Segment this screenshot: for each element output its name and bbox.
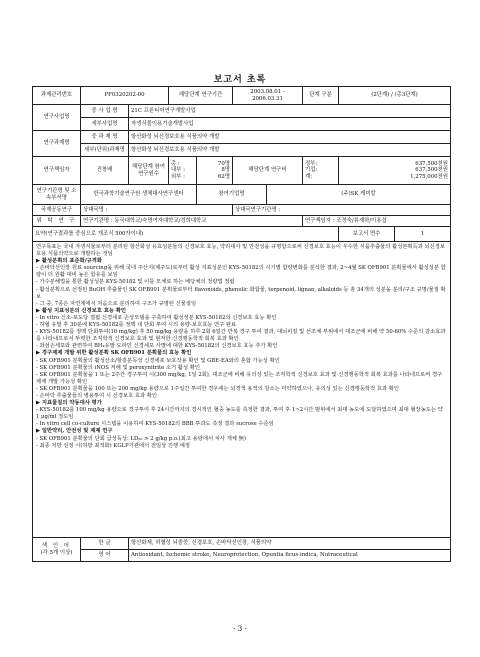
summary-intro: 연구목표는 국내 자생식물로부터 분리된 항산화성 유효성분들의 신경보호 효능, 약리대사 및 안전성을 규명함으로써 신경보호 효능이 우수한 식품추출물의 활성본획득과 뇌신경보호용 식품의약으로 개발하는 것임 xyxy=(36,244,445,258)
sub-project-value: 자생식물이용기술개발사업 xyxy=(129,118,451,131)
keywords-en-label: 영 어 xyxy=(81,550,129,562)
summary-item: - KYS-50182를 정맥 단회투여(10 mg/kg) 후 50 mg/kg 용량을 하루 2회 6일간 반복 경구 투여 결과, 대뇌피질 및 선조체 부위에서 대조군에 비해 약 50-60% 수준의 감소효과를 나타내므로서 뚜렷한 조직학적 신경보호 효과 및 현저한 신경행동학적 회복 효과 확인 xyxy=(36,329,446,343)
intl-institution: 상대국연구기관명 : xyxy=(233,205,451,216)
section-heading: ▶ 지표물질의 약동대사 평가 xyxy=(36,400,102,407)
summary-item: - 가수분해법을 통한 활성성분 KYS-50182 및 이를 모체로 하는 배당체의 정량법 정립 xyxy=(36,279,235,286)
summary-item: - In vitro 신소-포도당 결핍 신경세포 손상모델을 구축하여 활성성분 KYS-50182의 신경보호 효능 확인 xyxy=(36,314,277,321)
main-topic-value: 항산화성 뇌신경보호용 식품의약 개발 xyxy=(129,131,451,144)
keywords-ko-label: 한 글 xyxy=(81,538,129,550)
summary-body xyxy=(33,242,451,538)
summary-item: - 최종 처방 선정 시(허방 최적화) KGLP기관에서 전임상 진행 예정 xyxy=(36,442,191,449)
summary-head: 요약(연구결과를 중심으로 개조식 500자이내) xyxy=(33,227,339,242)
topic-label: 연구과제명 xyxy=(33,131,81,157)
sub-topic-label: 세부(단위)과제명 xyxy=(81,144,129,157)
main-topic-label: 중 과 제 명 xyxy=(81,131,129,144)
researcher-label: 연구책임자 xyxy=(33,157,81,185)
consign-value: 연구기관명 : 동국대학교/숙명여자대학교/경희대학교 xyxy=(81,216,303,227)
page-number: - 3 - xyxy=(233,625,247,633)
consign-manager: 연구책임자 : 조정숙/류재하/이용섭 xyxy=(303,216,451,227)
summary-item: - In vitro cell co-culture 시스템을 이용하여 KYS-50182의 BBB 투과도 측정 결과 sucrose 수준임 xyxy=(36,421,274,428)
main-project-value: 21C 프론티어연구개발사업 xyxy=(129,105,451,118)
cost-keys: 정부: 기업: 계: xyxy=(303,157,339,185)
researcher-count-label: 해당단계 참여연구원수 xyxy=(129,157,169,185)
summary-item: - 손바닥 추출물들의 병용투여 시 신경보호 효과 확인 xyxy=(36,392,158,399)
sub-project-label: 세부사업명 xyxy=(81,118,129,131)
section-heading: ▶ 경구제제 개발 위한 활성분획 SK OFB901 분획물의 효능 확인 xyxy=(36,350,192,357)
intl-country: 상대국명 : xyxy=(81,205,233,216)
keywords-en-value: Antioxidant, Ischemic stroke, Neuroprotection, Opuntia ficus-indica, Nutraceutical xyxy=(129,550,451,562)
stage-value: (2단계) / (총3단계) xyxy=(339,87,451,105)
partner-value: (주)SK 케미칼 xyxy=(267,185,451,205)
keywords-ko-value: 항산화제, 허혈성 뇌졸중, 신경보호, 손바닥선인장, 식품의약 xyxy=(129,538,451,550)
cost-values: 637,500천원 637,500천원 1,275,000천원 xyxy=(339,157,451,185)
report-abstract-table xyxy=(32,86,450,562)
project-no-value: PF0320202-00 xyxy=(81,87,169,105)
org-value: 한국과학기술연구원 생체대사연구센터 xyxy=(81,185,197,205)
summary-item: - 손바닥선인장 원료 sourcing을 위해 국내 주산지(제주도)로부터 활성 지표성분인 KYS-50182의 시기별 함량변화를 분석한 결과, 2~4월 SK OFB901 분획물에서 활성성분 함량이 더 원활 대비 높은 함유를 보임 xyxy=(36,265,446,279)
researcher-count-values: 70명 8명 62명 xyxy=(197,157,233,185)
consign-label: 위 탁 연 구 xyxy=(33,216,81,227)
period-value: 2003.08.01 - 2006.03.31 xyxy=(233,87,303,105)
intl-label: 국제공동연구 xyxy=(33,205,81,216)
project-label: 연구사업명 xyxy=(33,105,81,131)
summary-item: - KYS-50182를 100 mg/kg 용량으로 경구투여 후 24시간까지의 경시적인 혈중 농도를 측정한 결과, 투여 후 1~2시간 범위에서 최대 농도에 도달하였으며 최대 혈장농도는 약 1 μg/ml 정도임 xyxy=(36,407,443,421)
summary-item: - 좌섬손세포와 관련하여 BH₄유발 도파민 신경세포 사멸에 대한 KYS-50182의 신경보호 효능 추가 확인 xyxy=(36,343,278,350)
stage-label: 단계 구분 xyxy=(303,87,339,105)
main-project-label: 중 사 업 명 xyxy=(81,105,129,118)
section-heading: ▶ 활성분획의 표준화/규격화 xyxy=(36,258,102,265)
section-heading: ▶ 일반약리, 안전성 및 제제 연구 xyxy=(36,428,113,435)
period-label: 해당단계 연구기간 xyxy=(169,87,233,105)
org-label: 연구기관명 및 소속부서명 xyxy=(33,185,81,205)
section-heading: ▶ 활성 지표성분의 신경보호 효능 확인 xyxy=(36,307,127,314)
summary-item: - SK OFB901 분획물을 100 또는 200 mg/kg 용량으로 1주일간 투여한 경우에는 뇌경색 용적의 감소는 미약하였으나, 유의성 있는 신경행동학적 효과 확인 xyxy=(36,385,399,392)
summary-item: - SK OFB901 분획물의 활성산소/항흥분독성 신경세포 보호작용 확인 및 GBE-EA와의 혼합 가능성 확인 xyxy=(36,357,280,364)
cost-label: 해당단계 연구비 xyxy=(233,157,303,185)
summary-item: - 그 중, 7종은 자연계에서 처음으로 분리하여 구조가 규명된 신물질임 xyxy=(36,300,197,307)
summary-item: - SK OFB901 분획물의 단회 급성독성: LD₅₀ > 2 g/kg p.o.(최고 용량에서 치사 개체 無) xyxy=(36,435,246,442)
pages-label: 보고서 면수 xyxy=(339,227,395,242)
researcher-count-keys: 총 : 내부 : 외부 : xyxy=(169,157,197,185)
project-no-label: 과제관리번호 xyxy=(33,87,81,105)
sub-topic-value: 항산화성 뇌신경보호용 식품의약 개발 xyxy=(129,144,451,157)
pages-value: 1 xyxy=(395,227,451,242)
page-title: 보고서 초록 xyxy=(213,75,267,85)
summary-item: - SK OFB901 분획물을 1 또는 2주간 경구투여 시(300 mg/kg, 1일 2회), 대조군에 비해 유의성 있는 조직학적 신경보호 효과 및 신경행동학적 회복 효과를 나타내므로써 경구제제 개발 가능성 확인 xyxy=(36,371,443,385)
partner-label: 참여기업명 xyxy=(197,185,267,205)
summary-item: - SK OFB901 분획물의 iNOS 저해 및 peroxynitrite 소거 활성 확인 xyxy=(36,364,201,371)
summary-item: - 허혈 유발 후 30분에 KYS-50182를 정맥 내 단회 투여 시의 용량-보호효능 연구 완료 xyxy=(36,322,237,329)
keywords-label: 색 인 어 (각 5개 이상) xyxy=(33,538,81,562)
researcher-name: 진창배 xyxy=(81,157,129,185)
summary-item: - 활성분획으로 선정된 BuOH 추출물인 SK OFB901 분획물로부터 flavonoids, phenolic 화합물, terpenoid, lignan, alkaloids 등 총 34개의 성분을 분리/구조 규명/물질 확보 xyxy=(36,286,446,300)
